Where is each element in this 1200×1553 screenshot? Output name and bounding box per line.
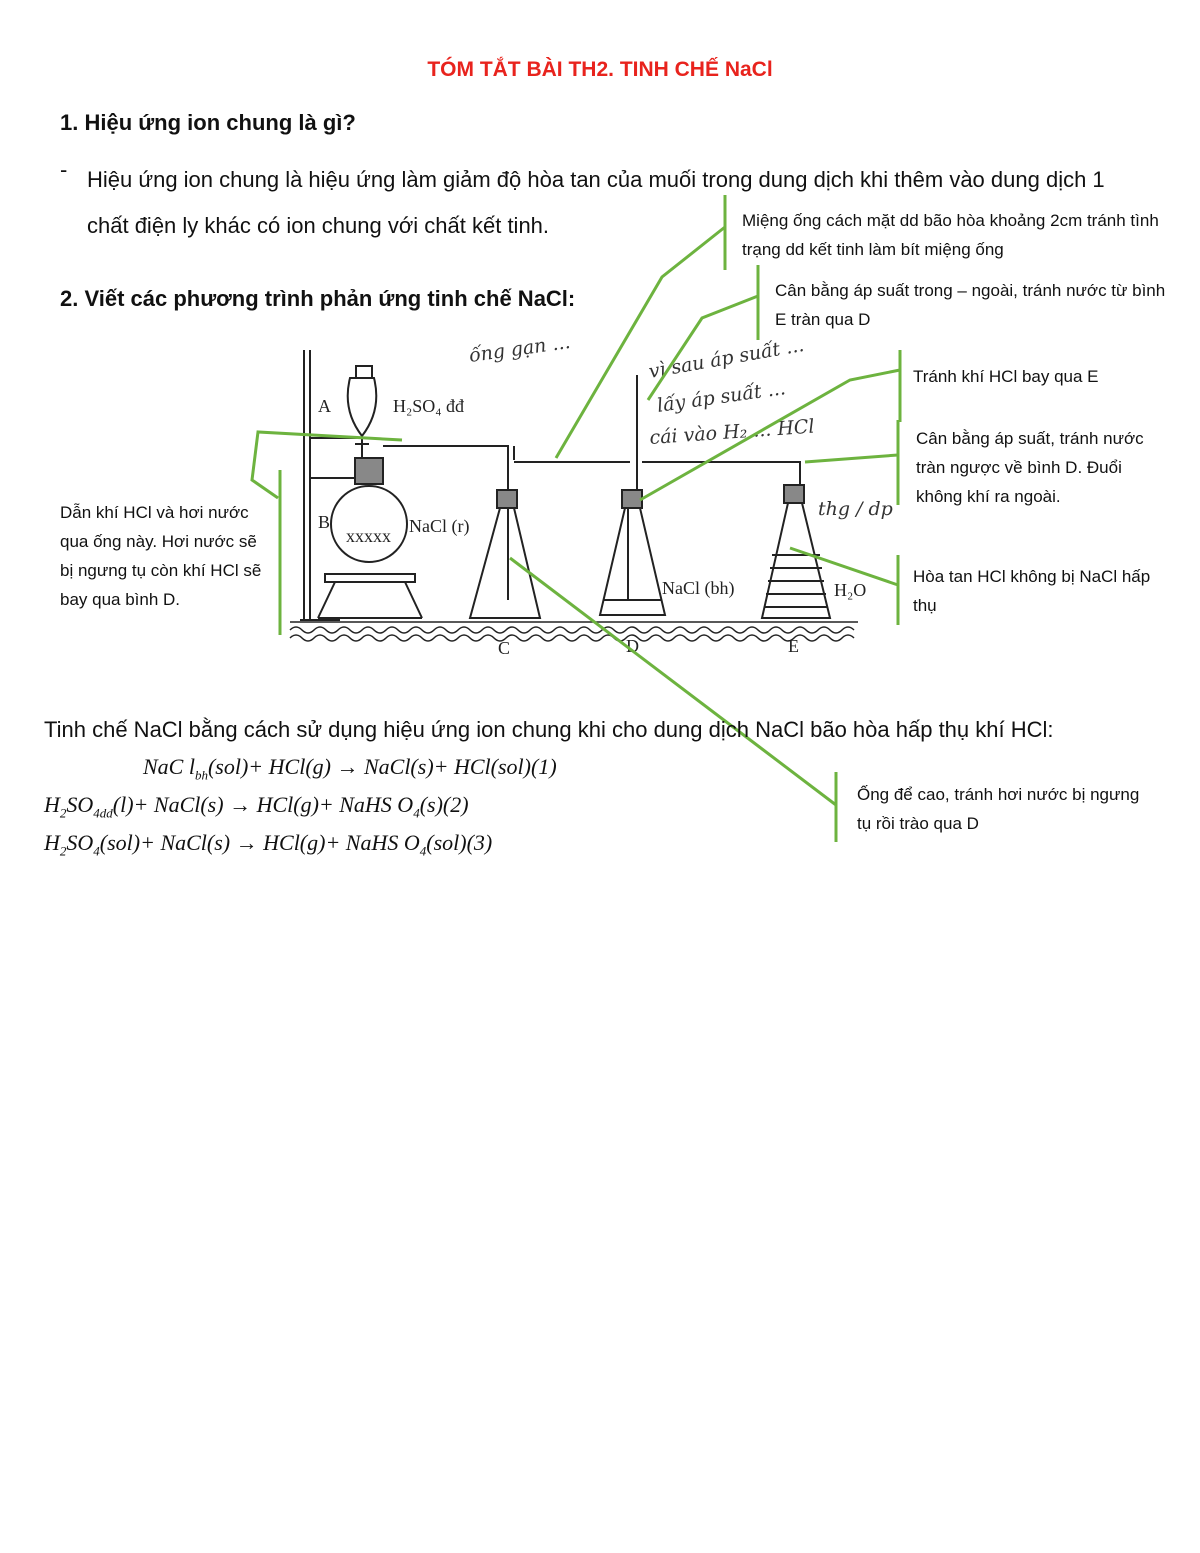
label-d: D bbox=[626, 636, 639, 656]
handwriting-note-4: cái vào H₂ ... HCl bbox=[648, 415, 816, 449]
eq1-sub-a: bh bbox=[194, 767, 208, 783]
eq1-part-a: NaC l bbox=[143, 754, 195, 779]
tube-d-e bbox=[642, 462, 800, 485]
eq3-part-b: SO bbox=[66, 830, 94, 855]
label-e: E bbox=[788, 636, 799, 656]
funnel-a bbox=[348, 366, 377, 458]
eq2-part-d: (s)(2) bbox=[419, 792, 469, 817]
water-label: H₂O bbox=[834, 580, 867, 600]
annotation-tube-mouth: Miệng ống cách mặt dd bão hòa khoảng 2cm tránh tình trạng dd kết tinh làm bít miệng ống bbox=[742, 211, 1159, 259]
retort-stand bbox=[300, 350, 360, 620]
eq1-part-b: (sol)+ HCl(g) → NaCl(s)+ HCl(sol)(1) bbox=[207, 754, 557, 779]
nacl-solid-label: NaCl (r) bbox=[409, 516, 470, 536]
equation-3 bbox=[44, 830, 492, 859]
handwriting-note-1: ống gạn ... bbox=[467, 330, 572, 367]
intro-text: Tinh chế NaCl bằng cách sử dụng hiệu ứng ion chung khi cho dung dịch NaCl bão hòa hấp thụ khí HCl: bbox=[44, 717, 1054, 742]
eq3-sub-c: 4 bbox=[419, 843, 427, 859]
flask-b bbox=[331, 458, 407, 562]
bullet-dash: - bbox=[60, 157, 68, 182]
annotation-avoid-hcl: Tránh khí HCl bay qua E bbox=[913, 367, 1099, 386]
eq2-sub-a: 2 bbox=[59, 805, 67, 821]
eq2-part-a: H bbox=[44, 792, 60, 817]
h2so4-label: H₂SO₄ đđ bbox=[393, 396, 465, 416]
ground bbox=[290, 622, 858, 641]
eq3-sub-b: 4 bbox=[93, 843, 100, 859]
annotation-high-tube: Ống để cao, tránh hơi nước bị ngưng tụ rồi trào qua D bbox=[857, 785, 1140, 833]
label-b: B bbox=[318, 512, 331, 532]
eq2-sub-c: 4 bbox=[413, 805, 420, 821]
handwriting-note-5: thg / dp bbox=[818, 498, 893, 520]
equation-1 bbox=[143, 754, 557, 783]
annotation-dissolve-hcl: Hòa tan HCl không bị NaCl hấp thụ bbox=[913, 567, 1151, 615]
handwriting-note-2: vì sau áp suất ... bbox=[647, 333, 806, 383]
nacl-saturated-label: NaCl (bh) bbox=[662, 578, 735, 598]
handwriting-note-3: lấy áp suất ... bbox=[655, 377, 787, 417]
eq2-sub-b: 4dd bbox=[93, 805, 113, 821]
section1-text: Hiệu ứng ion chung là hiệu ứng làm giảm độ hòa tan của muối trong dung dịch khi thêm vào dung dịch 1 chất điện ly khác có ion chung với chất kết tinh. bbox=[87, 167, 1105, 238]
annotation-pressure-balance: Cân bằng áp suất trong – ngoài, tránh nước từ bình E tràn qua D bbox=[775, 281, 1166, 329]
flask-c bbox=[470, 446, 540, 618]
crystals: xxxxx bbox=[346, 526, 391, 546]
eq3-part-d: (sol)(3) bbox=[426, 830, 493, 855]
tube-b-c bbox=[383, 446, 508, 490]
label-a: A bbox=[318, 396, 331, 416]
flask-d bbox=[600, 375, 665, 615]
section1-heading: 1. Hiệu ứng ion chung là gì? bbox=[60, 110, 356, 135]
eq3-part-c: (sol)+ NaCl(s) → HCl(g)+ NaHS O bbox=[99, 830, 420, 855]
eq3-part-a: H bbox=[44, 830, 60, 855]
annotation-guide-hcl: Dẫn khí HCl và hơi nước qua ống này. Hơi nước sẽ bị ngưng tụ còn khí HCl sẽ bay qua bình D. bbox=[60, 503, 262, 609]
eq2-part-c: (l)+ NaCl(s) → HCl(g)+ NaHS O bbox=[112, 792, 414, 817]
label-c: C bbox=[498, 638, 511, 658]
heater bbox=[318, 574, 422, 618]
eq3-sub-a: 2 bbox=[59, 843, 67, 859]
page-title: TÓM TẮT BÀI TH2. TINH CHẾ NaCl bbox=[427, 58, 773, 81]
section2-heading: 2. Viết các phương trình phản ứng tinh chế NaCl: bbox=[60, 286, 576, 311]
annotation-pressure-balance-d: Cân bằng áp suất, tránh nước tràn ngược về bình D. Đuổi không khí ra ngoài. bbox=[916, 429, 1144, 506]
eq2-part-b: SO bbox=[66, 792, 94, 817]
equation-2 bbox=[44, 792, 469, 821]
